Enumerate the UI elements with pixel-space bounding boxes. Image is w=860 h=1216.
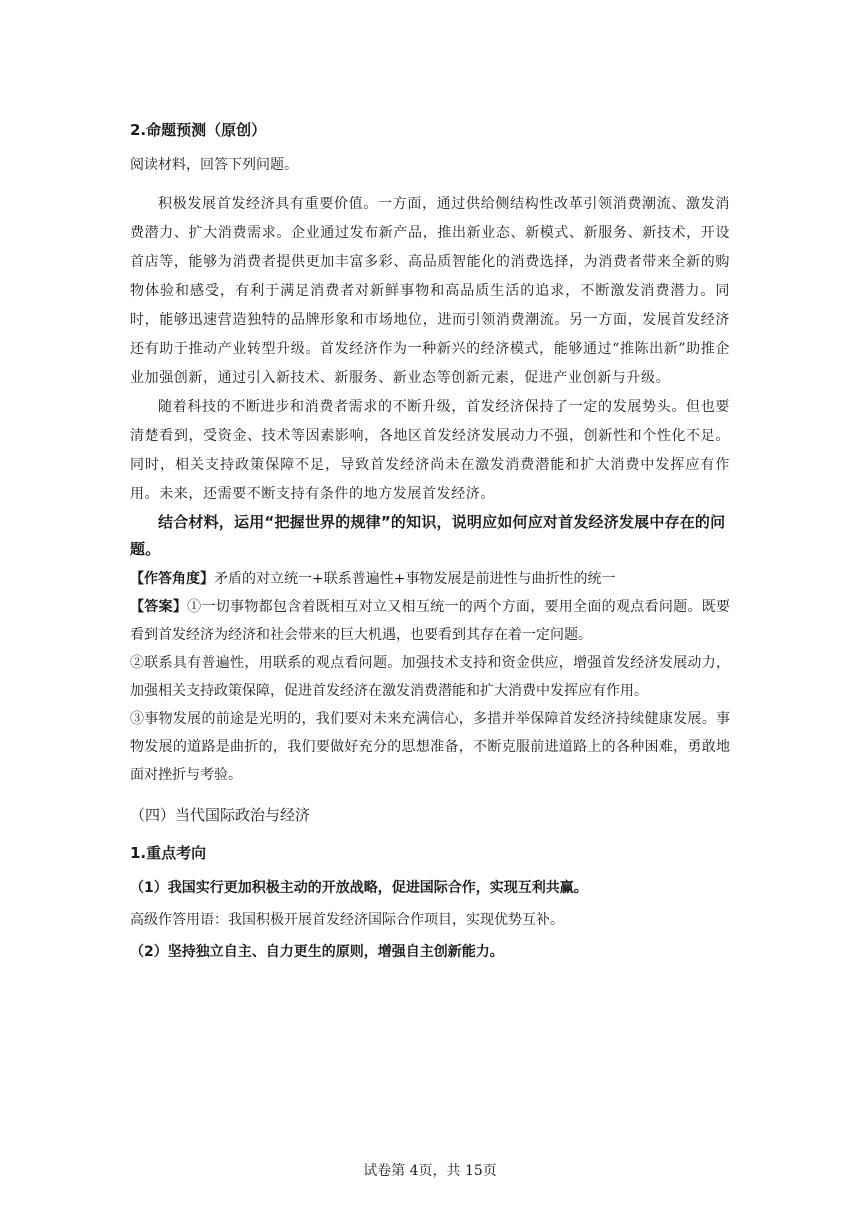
answer-tag: 【答案】 <box>130 599 188 615</box>
page-content <box>130 112 730 973</box>
advanced-phrase: 高级作答用语：我国积极开展首发经济国际合作项目，实现优势互补。 <box>130 912 564 928</box>
section-2-title: 2.命题预测（原创） <box>130 121 267 139</box>
material-paragraph-1: 积极发展首发经济具有重要价值。一方面，通过供给侧结构性改革引领消费潮流、激发消费潜力、扩大消费需求。企业通过发布新产品，推出新业态、新模式、新服务、新技术，开设首店等，能够为消费者提供更加丰富多彩、高品质智能化的消费选择，为消费者带来全新的购物体验和感受，有利于满足消费者对新鲜事物和高品质生活的追求，不断激发消费潜力。同时，能够迅速营造独特的品牌形象和市场地位，进而引领消费潮流。另一方面，发展首发经济还有助于推动产业转型升级。首发经济作为一种新兴的经济模式，能够通过“推陈出新”助推企业加强创新，通过引入新技术、新服务、新业态等创新元素，促进产业创新与升级。 <box>130 196 730 386</box>
answer-block <box>130 565 730 789</box>
key-point-1: （1）我国实行更加积极主动的开放战略，促进国际合作，实现互利共赢。 <box>130 880 588 896</box>
answer-point-3: ③事物发展的前途是光明的，我们要对未来充满信心，多措并举保障首发经济持续健康发展。事物发展的道路是曲折的，我们要做好充分的思想准备，不断克服前进道路上的各种困难，勇敢地面对挫折与考验。 <box>130 711 730 783</box>
key-point-2: （2）坚持独立自主、自力更生的原则，增强自主创新能力。 <box>130 944 504 960</box>
section-4-title: （四）当代国际政治与经济 <box>130 806 311 824</box>
angle-text: 矛盾的对立统一+联系普遍性+事物发展是前进性与曲折性的统一 <box>214 571 616 587</box>
intro-instruction: 阅读材料，回答下列问题。 <box>130 157 298 173</box>
material-paragraph-2: 随着科技的不断进步和消费者需求的不断升级，首发经济保持了一定的发展势头。但也要清楚看到，受资金、技术等因素影响，各地区首发经济发展动力不强，创新性和个性化不足。同时，相关支持政策保障不足，导致首发经济尚未在激发消费潜能和扩大消费中发挥应有作用。未来，还需要不断支持有条件的地方发展首发经济。 <box>130 399 730 502</box>
answer-angle <box>130 565 730 593</box>
question-text: 结合材料，运用“把握世界的规律”的知识，说明应如何应对首发经济发展中存在的问题。 <box>130 513 726 558</box>
page-footer: 试卷第 4页，共 15页 <box>363 1163 497 1179</box>
material-block <box>130 190 730 509</box>
answer-point-1 <box>130 593 730 649</box>
angle-tag: 【作答角度】 <box>130 571 214 587</box>
answer-line-1: ①一切事物都包含着既相互对立又相互统一的两个方面，要用全面的观点看问题。既要看到首发经济为经济和社会带来的巨大机遇，也要看到其存在着一定问题。 <box>130 599 730 643</box>
key-direction-title: 1.重点考向 <box>130 844 207 862</box>
answer-point-2: ②联系具有普遍性，用联系的观点看问题。加强技术支持和资金供应，增强首发经济发展动力，加强相关支持政策保障，促进首发经济在激发消费潜能和扩大消费中发挥应有作用。 <box>130 655 730 699</box>
